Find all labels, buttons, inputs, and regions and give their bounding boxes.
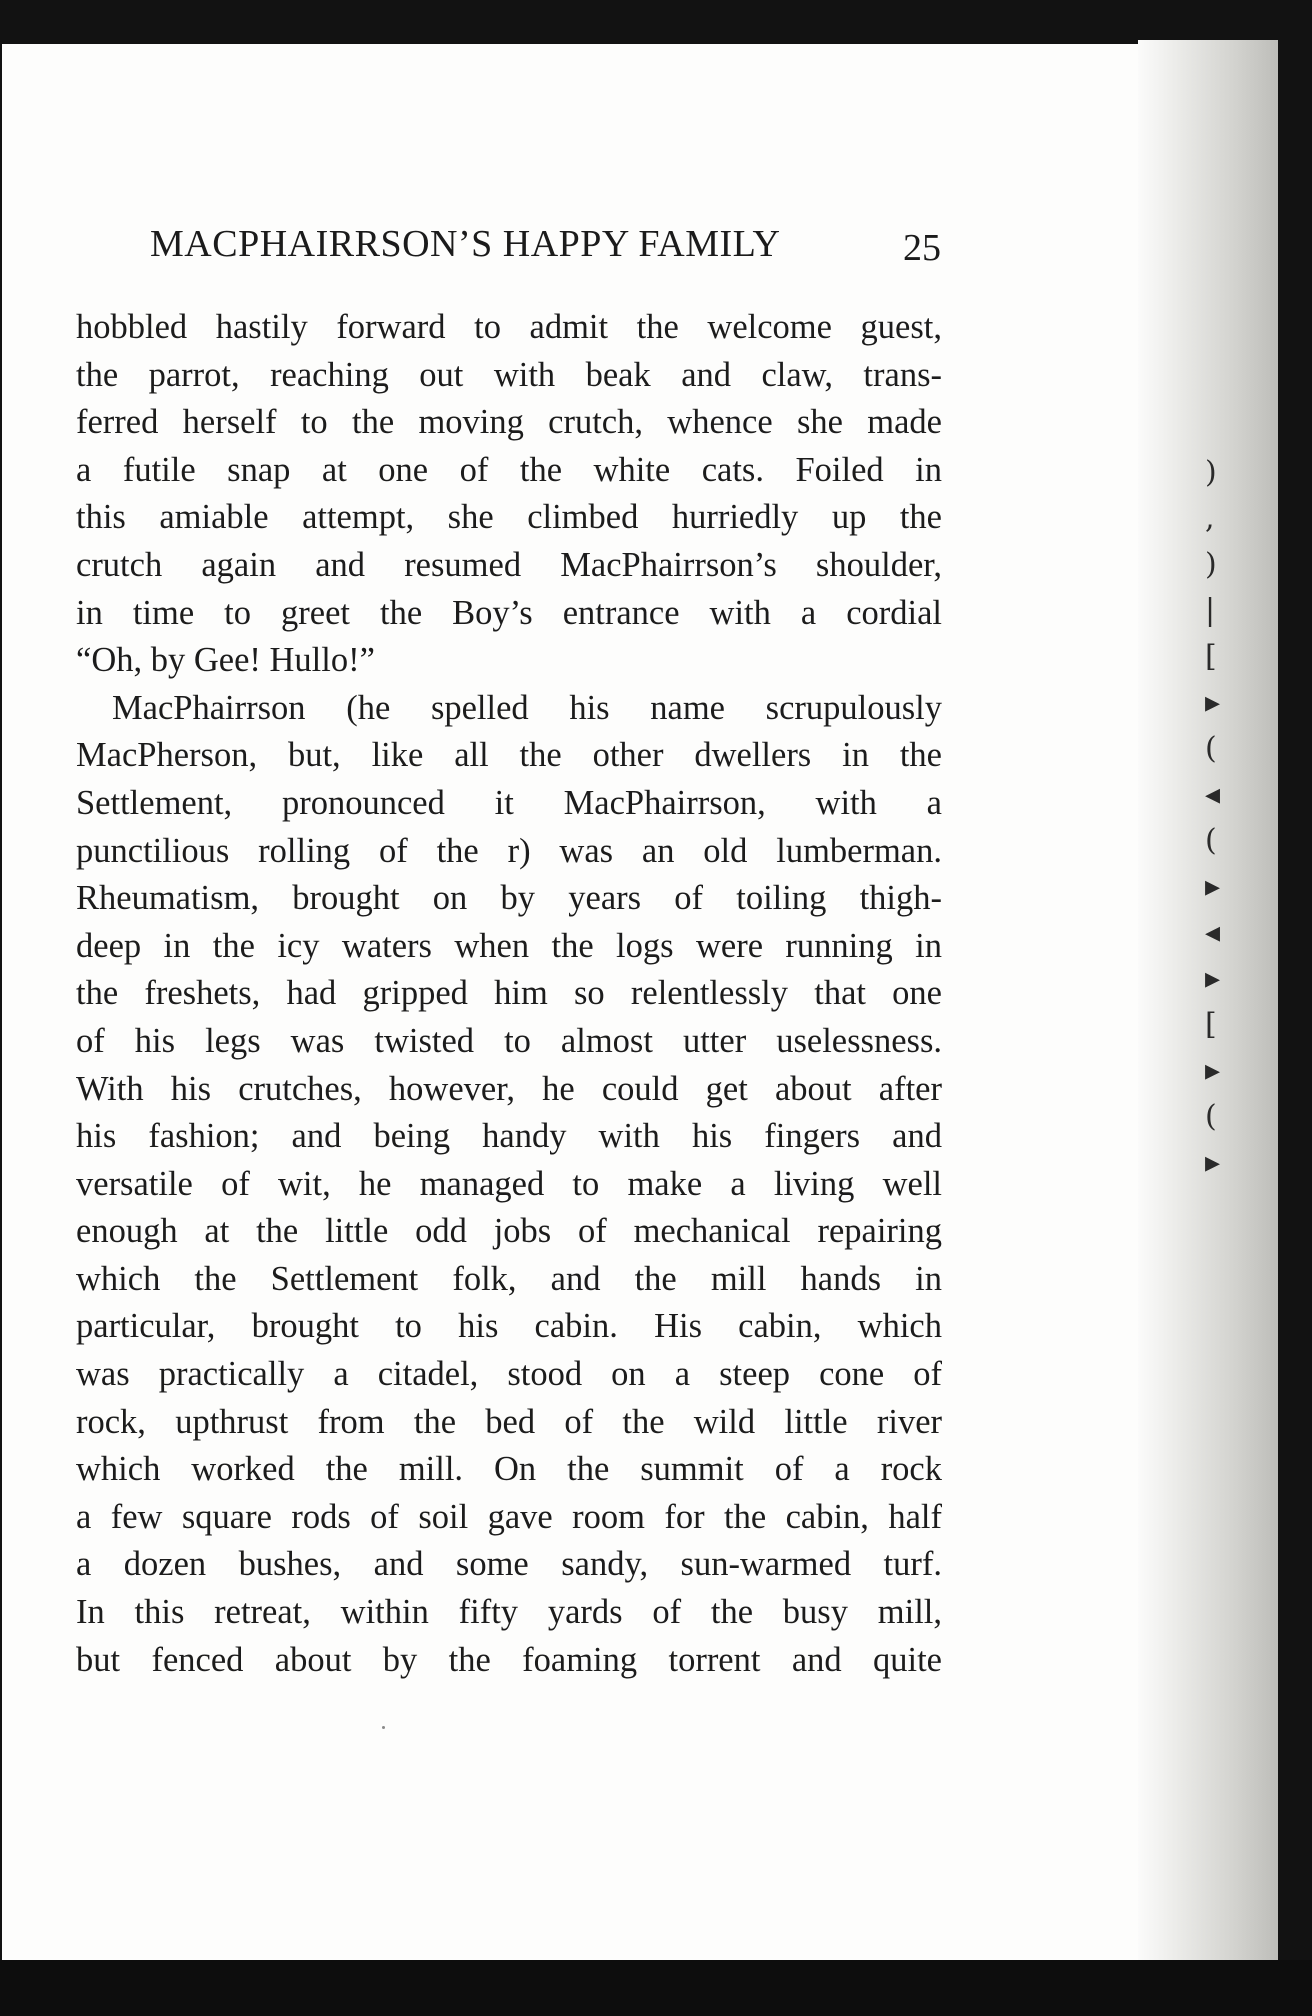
text-line: this amiable attempt, she climbed hurriedly up the: [76, 498, 942, 537]
page-number: 25: [903, 227, 941, 269]
text-line: in time to greet the Boy’s entrance with a cordial: [76, 593, 942, 632]
scan-bottom-border: [0, 1960, 1312, 2016]
text-line: the freshets, had gripped him so relentlessly that one: [76, 974, 942, 1013]
text-line: which the Settlement folk, and the mill hands in: [76, 1259, 942, 1298]
text-line: Settlement, pronounced it MacPhairrson, with a: [76, 783, 942, 822]
text-line: MacPhairrson (he spelled his name scrupulously: [112, 688, 942, 727]
text-line: particular, brought to his cabin. His cabin, which: [76, 1307, 942, 1346]
text-line: a futile snap at one of the white cats. Foiled in: [76, 450, 942, 489]
text-line: hobbled hastily forward to admit the welcome guest,: [76, 308, 942, 346]
text-line: deep in the icy waters when the logs were running in: [76, 926, 942, 965]
paper-speck: [382, 1726, 385, 1729]
text-line: Rheumatism, brought on by years of toiling thigh-: [76, 879, 942, 918]
text-line: a dozen bushes, and some sandy, sun-warmed turf.: [76, 1545, 942, 1584]
text-line: crutch again and resumed MacPhairrson’s shoulder,: [76, 545, 942, 584]
text-line: enough at the little odd jobs of mechanical repairing: [76, 1212, 942, 1251]
page-edge-texture: ) , ) | [ ▸ ( ◂ ( ▸ ◂ ▸ [ ▸ ( ▸: [1205, 455, 1221, 1180]
body-text: [76, 304, 942, 1684]
text-line: a few square rods of soil gave room for the cabin, half: [76, 1497, 942, 1536]
text-line: In this retreat, within fifty yards of the busy mill,: [76, 1593, 942, 1632]
text-line: but fenced about by the foaming torrent and quite: [76, 1640, 942, 1679]
text-line: MacPherson, but, like all the other dwellers in the: [76, 736, 942, 775]
text-line: was practically a citadel, stood on a steep cone of: [76, 1355, 942, 1394]
text-line: ferred herself to the moving crutch, whence she made: [76, 403, 942, 442]
text-line: which worked the mill. On the summit of a rock: [76, 1450, 942, 1489]
running-head: MACPHAIRRSON’S HAPPY FAMILY: [150, 223, 781, 265]
text-line: his fashion; and being handy with his fingers and: [76, 1117, 942, 1156]
text-line: With his crutches, however, he could get about after: [76, 1069, 942, 1108]
text-line: the parrot, reaching out with beak and claw, trans-: [76, 355, 942, 394]
text-line: “Oh, by Gee! Hullo!”: [76, 641, 375, 680]
text-line: of his legs was twisted to almost utter uselessness.: [76, 1021, 942, 1060]
text-line: rock, upthrust from the bed of the wild little river: [76, 1402, 942, 1441]
text-line: punctilious rolling of the r) was an old lumberman.: [76, 831, 942, 870]
text-line: versatile of wit, he managed to make a living well: [76, 1164, 942, 1203]
